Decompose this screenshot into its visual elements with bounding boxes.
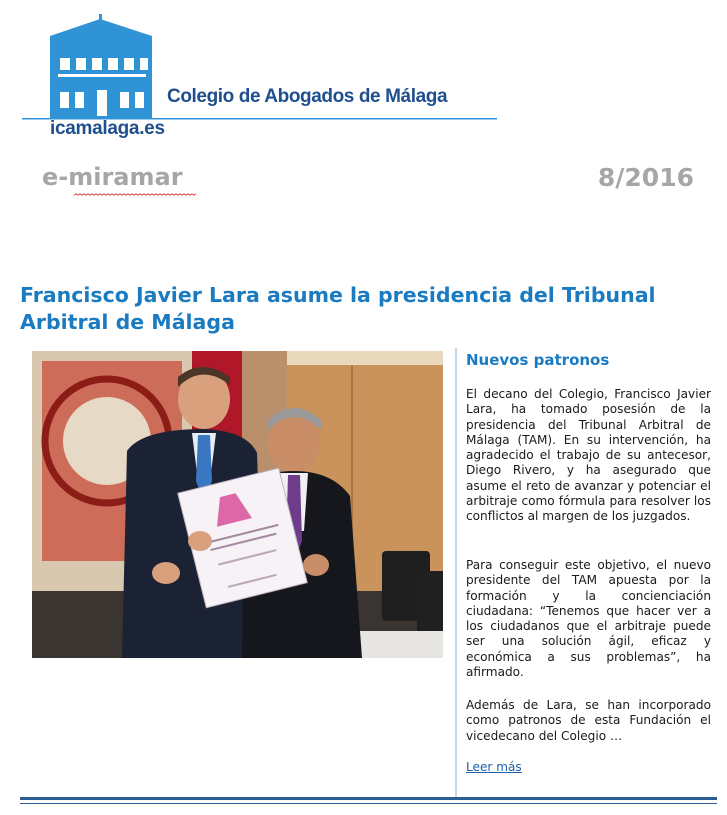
article-paragraph-1: El decano del Colegio, Francisco Javier Lara, ha tomado posesión de la presidencia del Tribunal Arbitral de Málaga (TAM). En su intervención, ha agradecido el trabajo de su antecesor, Diego Rivero, y ha asegurado que asume el reto de avanzar y potenciar el arbitraje como fórmula para resolver los conflictos al margen de los juzgados. <box>466 387 711 524</box>
newsletter-name-text: e-miramar <box>42 163 183 191</box>
column-divider <box>455 348 457 798</box>
footer-rule-thick <box>20 797 717 800</box>
organization-name: Colegio de Abogados de Málaga <box>167 86 448 107</box>
article-photo <box>32 351 443 658</box>
article-headline: Francisco Javier Lara asume la presidencia del Tribunal Arbitral de Málaga <box>20 282 656 334</box>
footer-rule-thin <box>20 803 717 804</box>
website-address: icamalaga.es <box>50 118 165 139</box>
issue-number: 8/2016 <box>597 163 694 192</box>
article-sidebar <box>466 351 711 774</box>
article-paragraph-2: Para conseguir este objetivo, el nuevo presidente del TAM apuesta por la formación y la concienciación ciudadana: “Tenemos que hacer ver a los ciudadanos que el arbitraje puede ser una solución ágil, eficaz y económica a sus problemas”, ha afirmado. <box>466 558 711 680</box>
section-title: Nuevos patronos <box>466 351 610 369</box>
read-more-link[interactable]: Leer más <box>466 760 522 774</box>
college-logo[interactable] <box>22 14 502 144</box>
newsletter-name <box>42 163 183 191</box>
spellcheck-underline <box>74 193 196 196</box>
ceremony-photo-illustration <box>32 351 443 658</box>
article-paragraph-3: Además de Lara, se han incorporado como patronos de esta Fundación el vicedecano del Colegio … <box>466 698 711 743</box>
